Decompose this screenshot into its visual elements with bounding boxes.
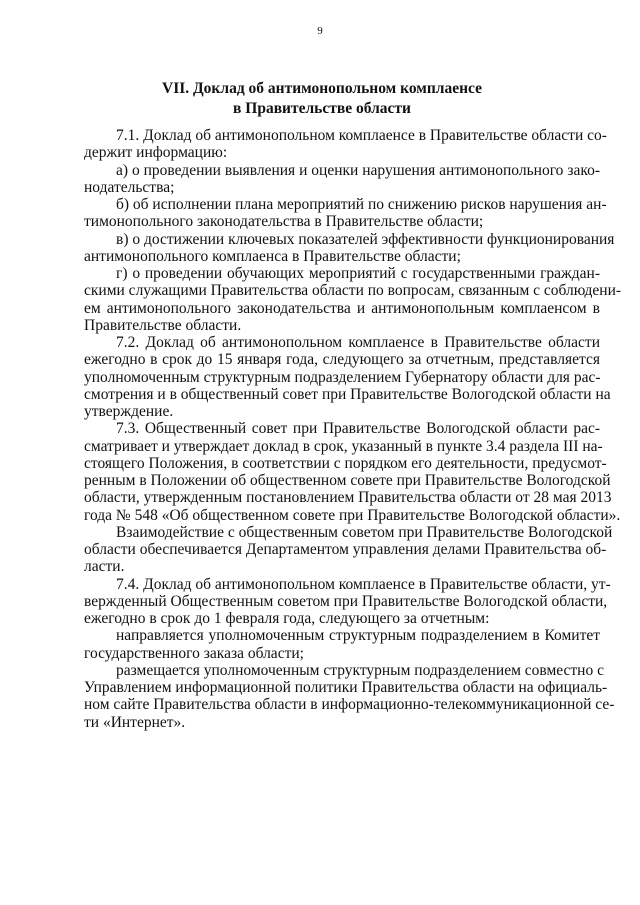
text-line: Правительстве области. [84, 316, 242, 334]
text-line: 7.3. Общественный совет при Правительстве Вологодской области рас- [116, 420, 600, 438]
text-line: утверждение. [84, 403, 174, 420]
text-line: государственного заказа области; [84, 644, 304, 662]
text-line: смотрения и в общественный совет при Правительстве Вологодской области на [84, 385, 611, 403]
section-title [80, 79, 564, 119]
section-title-line-2: в Правительстве области [233, 100, 411, 117]
text-line: сматривает и утверждает доклад в срок, указанный в пункте 3.4 раздела III на- [84, 437, 603, 455]
text-line: ежегодно в срок до 1 февраля года, следующего за отчетным: [84, 610, 490, 627]
text-line: ласти. [84, 558, 125, 576]
text-line: стоящего Положения, в соответствии с порядком его деятельности, предусмот- [84, 454, 607, 472]
text-line: а) о проведении выявления и оценки нарушения антимонопольного зако- [116, 161, 600, 179]
text-line: в) о достижении ключевых показателей эффективности функционирования [116, 230, 615, 248]
text-line: держит информацию: [84, 144, 228, 162]
text-line: области обеспечивается Департаментом управления делами Правительства об- [84, 541, 607, 558]
document-body [84, 127, 622, 731]
page-number: 9 [317, 25, 323, 37]
text-line: ем антимонопольного законодательства и антимонопольным комплаенсом в [84, 299, 600, 317]
text-line: нодательства; [84, 178, 175, 196]
text-line: направляется уполномоченным структурным подразделением в Комитет [116, 627, 600, 645]
text-line: антимонопольного комплаенса в Правительстве области; [84, 247, 461, 265]
text-line: 7.2. Доклад об антимонопольном комплаенсе в Правительстве области [116, 334, 600, 351]
text-line: тимонопольного законодательства в Правительстве области; [84, 213, 484, 231]
section-title-line-1: VII. Доклад об антимонопольном комплаенсе [162, 80, 482, 97]
text-line: Взаимодействие с общественным советом при Правительстве Вологодской [116, 523, 613, 541]
text-line: г) о проведении обучающих мероприятий с государственными граждан- [116, 265, 600, 282]
text-line: скими служащими Правительства области по вопросам, связанным с соблюдени- [84, 282, 622, 300]
text-line: уполномоченным структурным подразделением Губернатору области для рас- [84, 368, 601, 386]
text-line: ежегодно в срок до 15 января года, следующего за отчетным, представляется [84, 351, 600, 369]
text-line: размещается уполномоченным структурным подразделением совместно с [116, 661, 604, 679]
text-line: 7.4. Доклад об антимонопольном комплаенсе в Правительстве области, ут- [116, 575, 611, 593]
text-line: года № 548 «Об общественном совете при Правительстве Вологодской области». [84, 506, 621, 524]
text-line: вержденный Общественным советом при Правительстве Вологодской области, [84, 592, 608, 610]
text-line: ти «Интернет». [84, 713, 186, 731]
text-line: Управлением информационной политики Правительства области на официаль- [84, 679, 608, 696]
text-line: области, утвержденным постановлением Правительства области от 28 мая 2013 [84, 489, 612, 507]
text-line: ном сайте Правительства области в информационно-телекоммуникационной се- [84, 696, 615, 714]
text-line: ренным в Положении об общественном совете при Правительстве Вологодской [84, 472, 611, 489]
text-line: б) об исполнении плана мероприятий по снижению рисков нарушения ан- [116, 196, 607, 213]
text-line: 7.1. Доклад об антимонопольном комплаенсе в Правительстве области со- [116, 127, 607, 144]
